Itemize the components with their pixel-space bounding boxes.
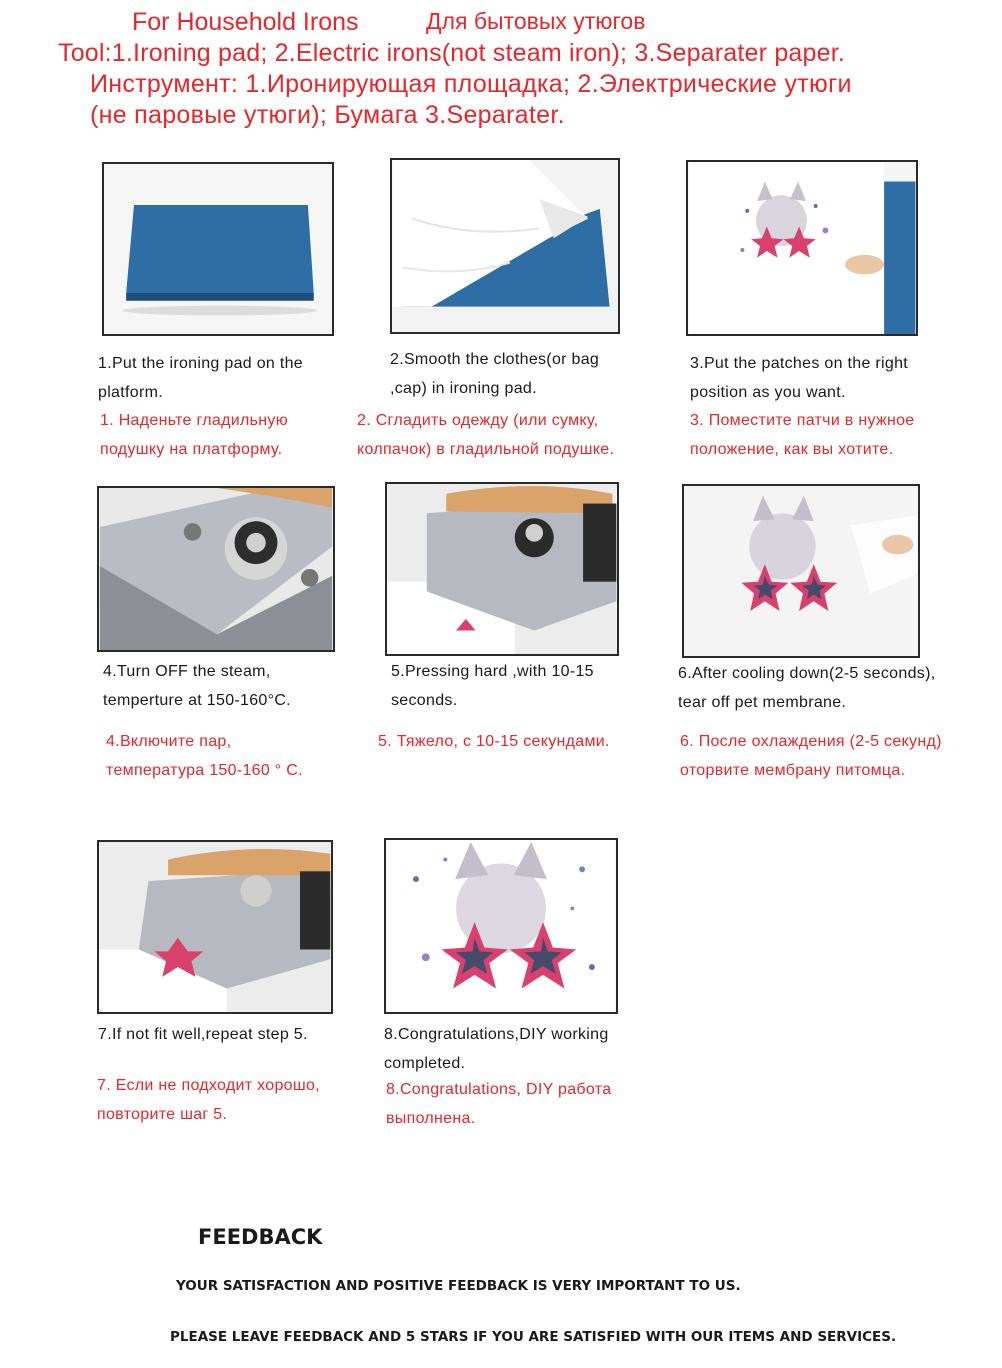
step-1-photo	[102, 162, 334, 336]
finished-patch-image	[386, 840, 616, 1012]
header-tools-ru-line1: Инструмент: 1.Иронирующая площадка; 2.Электрические утюги	[90, 70, 852, 98]
step-3-text-en: 3.Put the patches on the right position as you want.	[690, 355, 909, 401]
step-4-text-ru: 4.Включите пар, температура 150-160 ° C.	[106, 733, 303, 779]
step-8-photo	[384, 838, 618, 1014]
pressing-iron-image	[387, 484, 617, 654]
step-3-photo	[686, 160, 918, 336]
step-2-text-ru: 2. Сгладить одежду (или сумку, колпачок) в гладильной подушке.	[357, 412, 615, 458]
iron-dial-image	[99, 488, 333, 650]
step-8-text-ru: 8.Congratulations, DIY работа выполнена.	[386, 1081, 612, 1127]
header-tools-en: Tool:1.Ironing pad; 2.Electric irons(not steam iron); 3.Separater paper.	[58, 39, 846, 67]
feedback-title: FEEDBACK	[198, 1225, 323, 1249]
patch-placement-image	[688, 162, 916, 334]
feedback-line-1: YOUR SATISFACTION AND POSITIVE FEEDBACK IS VERY IMPORTANT TO US.	[176, 1278, 741, 1294]
step-7-photo	[97, 840, 333, 1014]
step-6-text-en: 6.After cooling down(2-5 seconds), tear off pet membrane.	[678, 665, 936, 711]
step-5-photo	[385, 482, 619, 656]
step-5-text-ru: 5. Тяжело, с 10-15 секундами.	[378, 733, 610, 750]
step-6-text-ru: 6. После охлаждения (2-5 секунд) оторвите мембрану питомца.	[680, 733, 942, 779]
step-6-photo	[682, 484, 920, 658]
step-8-text-en: 8.Congratulations,DIY working completed.	[384, 1026, 609, 1072]
step-5-text-en: 5.Pressing hard ,with 10-15 seconds.	[391, 663, 594, 709]
ironing-pad-image	[104, 164, 332, 334]
step-4-photo	[97, 486, 335, 652]
step-7-text-en: 7.If not fit well,repeat step 5.	[98, 1026, 308, 1043]
step-2-photo	[390, 158, 620, 334]
repeat-press-image	[99, 842, 331, 1012]
step-4-text-en: 4.Turn OFF the steam, temperture at 150-160°C.	[103, 663, 291, 709]
header-tools-ru-line2: (не паровые утюги); Бумага 3.Separater.	[90, 101, 565, 129]
feedback-line-2: PLEASE LEAVE FEEDBACK AND 5 STARS IF YOU ARE SATISFIED WITH OUR ITEMS AND SERVICES.	[170, 1329, 897, 1345]
header-title-en: For Household Irons	[132, 8, 359, 36]
step-2-text-en: 2.Smooth the clothes(or bag ,cap) in ironing pad.	[390, 351, 600, 397]
step-3-text-ru: 3. Поместите патчи в нужное положение, как вы хотите.	[690, 412, 915, 458]
step-1-text-en: 1.Put the ironing pad on the platform.	[98, 355, 303, 401]
tear-membrane-image	[684, 486, 918, 656]
header-title-ru: Для бытовых утюгов	[426, 8, 646, 34]
step-7-text-ru: 7. Если не подходит хорошо, повторите шаг 5.	[97, 1077, 320, 1123]
cloth-on-pad-image	[392, 160, 618, 332]
step-1-text-ru: 1. Наденьте гладильную подушку на платформу.	[100, 412, 288, 458]
